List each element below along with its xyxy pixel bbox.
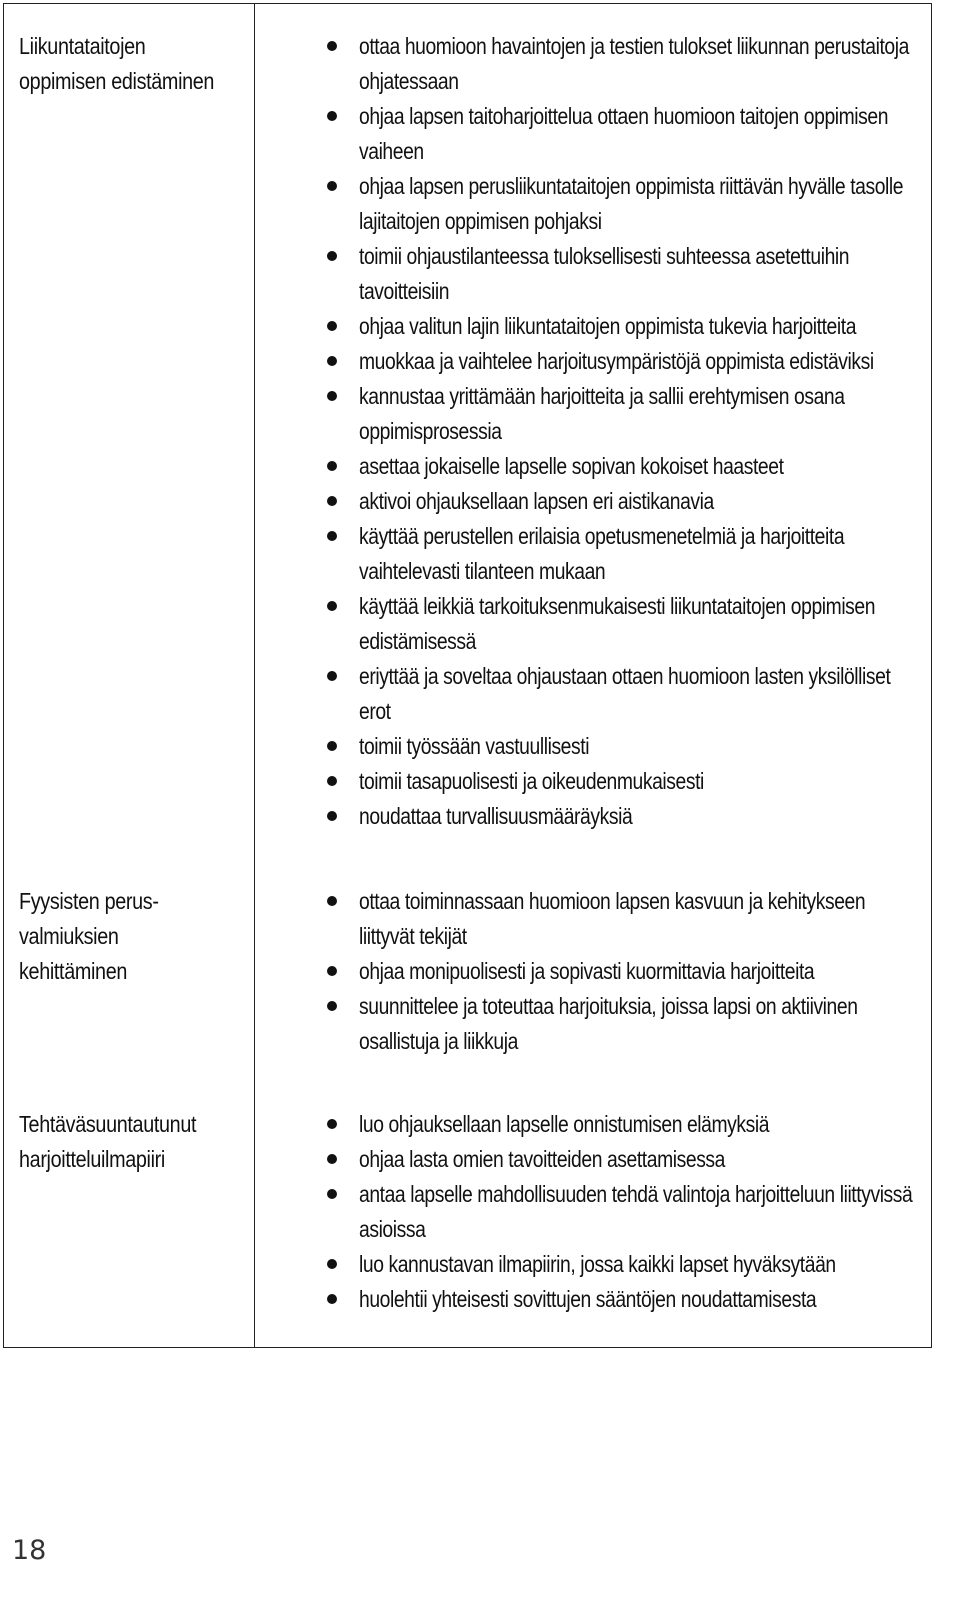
bullet-dot-icon	[327, 111, 337, 121]
list-item-text: toimii työssään vastuullisesti	[359, 733, 590, 759]
list-item-text: käyttää leikkiä tarkoituksenmukaisesti liikuntataitojen oppimisen edistämisessä	[359, 593, 876, 654]
list-item	[304, 344, 924, 379]
section-label: Liikuntataitojen oppimisen edistäminen	[19, 33, 215, 94]
bullet-list	[304, 1107, 924, 1317]
bullet-dot-icon	[327, 741, 337, 751]
competency-table	[3, 3, 932, 1348]
list-item	[304, 1142, 924, 1177]
list-item-text: antaa lapselle mahdollisuuden tehdä valintoja harjoitteluun liittyvissä asioissa	[359, 1181, 913, 1242]
list-item-text: ohjaa valitun lajin liikuntataitojen oppimista tukevia harjoitteita	[359, 313, 857, 339]
bullet-list	[304, 884, 924, 1059]
list-item-text: luo kannustavan ilmapiirin, jossa kaikki lapset hyväksytään	[359, 1251, 836, 1277]
list-item-text: ohjaa monipuolisesti ja sopivasti kuormittavia harjoitteita	[359, 958, 815, 984]
bullet-dot-icon	[327, 1119, 337, 1129]
bullet-dot-icon	[327, 181, 337, 191]
list-item	[304, 1247, 924, 1282]
list-item-text: ohjaa lasta omien tavoitteiden asettamisessa	[359, 1146, 726, 1172]
list-item	[304, 379, 924, 449]
list-item-text: muokkaa ja vaihtelee harjoitusympäristöjä oppimista edistäviksi	[359, 348, 874, 374]
bullet-list	[304, 29, 924, 834]
list-item	[304, 1177, 924, 1247]
bullet-dot-icon	[327, 601, 337, 611]
list-item	[304, 954, 924, 989]
section-label: Tehtäväsuuntautunut harjoitteluilmapiiri	[19, 1111, 197, 1172]
bullet-dot-icon	[327, 671, 337, 681]
list-item-text: ohjaa lapsen taitoharjoittelua ottaen huomioon taitojen oppimisen vaiheen	[359, 103, 889, 164]
list-item	[304, 1107, 924, 1142]
bullet-dot-icon	[327, 356, 337, 366]
list-item	[304, 99, 924, 169]
list-item-text: suunnittelee ja toteuttaa harjoituksia, joissa lapsi on aktiivinen osallistuja ja liikkuja	[359, 993, 858, 1054]
bullet-dot-icon	[327, 496, 337, 506]
list-item-text: ottaa toiminnassaan huomioon lapsen kasvuun ja kehitykseen liittyvät tekijät	[359, 888, 866, 949]
list-item-text: asettaa jokaiselle lapselle sopivan kokoiset haasteet	[359, 453, 784, 479]
list-item	[304, 1282, 924, 1317]
list-item	[304, 884, 924, 954]
list-item	[304, 239, 924, 309]
list-item	[304, 309, 924, 344]
bullet-dot-icon	[327, 251, 337, 261]
list-item-text: ottaa huomioon havaintojen ja testien tulokset liikunnan perustaitoja ohjatessaan	[359, 33, 909, 94]
list-item	[304, 764, 924, 799]
list-item-text: eriyttää ja soveltaa ohjaustaan ottaen huomioon lasten yksilölliset erot	[359, 663, 891, 724]
section-label: Fyysisten perus- valmiuksien kehittäminen	[19, 888, 159, 984]
list-item-text: ohjaa lapsen perusliikuntataitojen oppimista riittävän hyvälle tasolle lajitaitojen oppimisen pohjaksi	[359, 173, 904, 234]
list-item	[304, 989, 924, 1059]
list-item	[304, 29, 924, 99]
bullet-dot-icon	[327, 391, 337, 401]
list-item-text: käyttää perustellen erilaisia opetusmenetelmiä ja harjoitteita vaihtelevasti tilanteen mukaan	[359, 523, 845, 584]
page-number: 18	[12, 1535, 47, 1566]
bullet-dot-icon	[327, 1154, 337, 1164]
list-item-text: toimii tasapuolisesti ja oikeudenmukaisesti	[359, 768, 704, 794]
bullet-dot-icon	[327, 1294, 337, 1304]
list-item-text: huolehtii yhteisesti sovittujen sääntöjen noudattamisesta	[359, 1286, 817, 1312]
list-item	[304, 659, 924, 729]
bullet-dot-icon	[327, 896, 337, 906]
list-item-text: kannustaa yrittämään harjoitteita ja sallii erehtymisen osana oppimisprosessia	[359, 383, 845, 444]
list-item	[304, 484, 924, 519]
bullet-dot-icon	[327, 531, 337, 541]
list-item	[304, 449, 924, 484]
bullet-dot-icon	[327, 461, 337, 471]
list-item-text: toimii ohjaustilanteessa tuloksellisesti suhteessa asetettuihin tavoitteisiin	[359, 243, 850, 304]
list-item-text: noudattaa turvallisuusmääräyksiä	[359, 803, 633, 829]
bullet-dot-icon	[327, 776, 337, 786]
bullet-dot-icon	[327, 41, 337, 51]
list-item	[304, 799, 924, 834]
bullet-dot-icon	[327, 321, 337, 331]
list-item	[304, 169, 924, 239]
bullet-dot-icon	[327, 1259, 337, 1269]
bullet-dot-icon	[327, 1189, 337, 1199]
column-divider	[254, 4, 255, 1347]
bullet-dot-icon	[327, 1001, 337, 1011]
list-item-text: luo ohjauksellaan lapselle onnistumisen elämyksiä	[359, 1111, 770, 1137]
bullet-dot-icon	[327, 811, 337, 821]
list-item	[304, 589, 924, 659]
list-item-text: aktivoi ohjauksellaan lapsen eri aistikanavia	[359, 488, 714, 514]
list-item	[304, 519, 924, 589]
list-item	[304, 729, 924, 764]
bullet-dot-icon	[327, 966, 337, 976]
